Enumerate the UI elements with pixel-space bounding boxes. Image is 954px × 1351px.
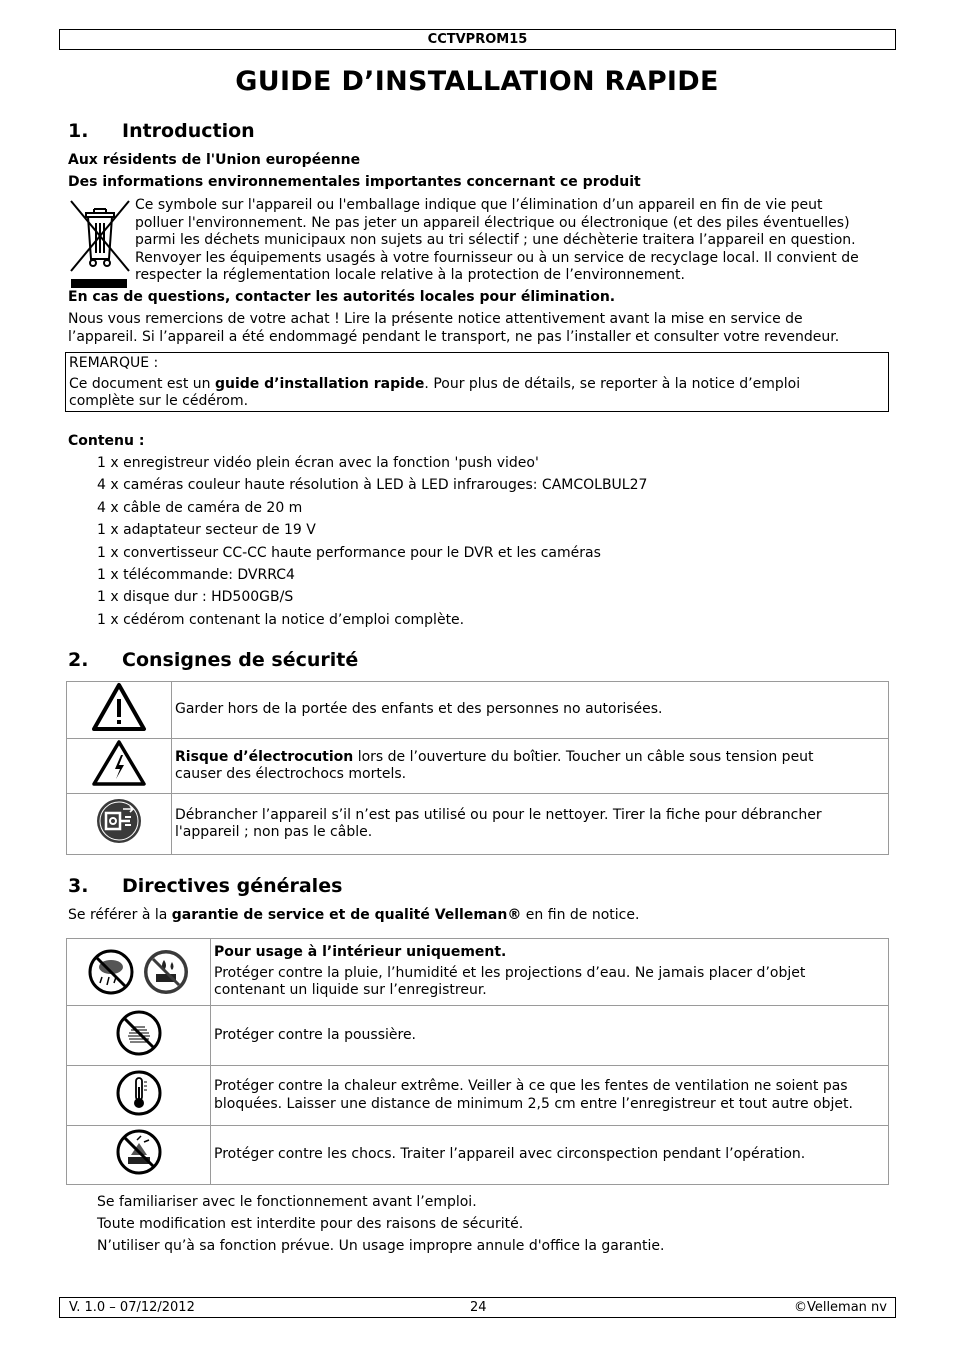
- page-footer: [59, 1297, 896, 1318]
- list-item: 1 x disque dur : HD500GB/S: [97, 589, 294, 605]
- thanks-line: Nous vous remercions de votre achat ! Lire la présente notice attentivement avant la mise en service de: [68, 311, 803, 327]
- safety-text: [172, 739, 889, 794]
- note-pre: Ce document est un: [69, 375, 215, 392]
- weee-text: [135, 197, 859, 285]
- note-box: [65, 352, 889, 412]
- ref-pre: Se référer à la: [68, 907, 172, 923]
- thermometer-icon: [115, 1069, 163, 1117]
- section-title: Introduction: [122, 120, 255, 142]
- general-text: Protéger contre les chocs. Traiter l’appareil avec circonspection pendant l’opération.: [211, 1126, 889, 1185]
- list-item: 1 x convertisseur CC-CC haute performance pour le DVR et les caméras: [97, 545, 601, 561]
- table-row: [67, 939, 889, 1006]
- note-line-2: complète sur le cédérom.: [69, 393, 249, 409]
- table-row: [67, 1066, 889, 1126]
- section-number: 2.: [68, 649, 89, 671]
- warning-triangle-icon: [91, 682, 147, 732]
- section-heading-introduction: [68, 120, 255, 142]
- page-header-model: CCTVPROM15: [59, 29, 896, 50]
- footer-version: V. 1.0 – 07/12/2012: [69, 1300, 195, 1315]
- safety-text: [172, 794, 889, 855]
- icon-cell: [67, 1006, 211, 1066]
- icon-cell: [67, 1066, 211, 1126]
- table-row: [67, 1006, 889, 1066]
- footer-copyright: ©Velleman nv: [793, 1300, 887, 1315]
- general-line-2: bloquées. Laisser une distance de minimum 2,5 cm entre l’enregistreur et tout autre objet.: [214, 1095, 853, 1112]
- note-bold: guide d’installation rapide: [214, 375, 425, 392]
- general-line-1: Protéger contre la pluie, l’humidité et les projections d’eau. Ne jamais placer d’objet: [214, 964, 806, 981]
- weee-line: polluer l'environnement. Ne pas jeter un appareil électrique ou électronique (et des piles éventuelles): [135, 214, 850, 231]
- table-row: [67, 682, 889, 739]
- closing-item: Toute modification est interdite pour des raisons de sécurité.: [97, 1216, 524, 1232]
- weee-line: parmi les déchets municipaux non sujets au tri sélectif ; une déchèterie traitera l’appareil en question.: [135, 232, 856, 248]
- icon-cell: [67, 794, 172, 855]
- section-title: Consignes de sécurité: [122, 649, 359, 671]
- note-post: . Pour plus de détails, se reporter à la notice d’emploi: [424, 375, 801, 392]
- general-line-2: contenant un liquide sur l’enregistreur.: [214, 982, 487, 999]
- safety-line-2: l'appareil ; non pas le câble.: [175, 824, 373, 840]
- thanks-line: l’appareil. Si l’appareil a été endommagé pendant le transport, ne pas l’installer et consulter votre revendeur.: [68, 328, 840, 345]
- section-heading-safety: [68, 649, 358, 671]
- no-shock-icon: [115, 1128, 163, 1176]
- indoor-use-label: Pour usage à l’intérieur uniquement.: [214, 944, 507, 961]
- closing-item: Se familiariser avec le fonctionnement avant l’emploi.: [97, 1194, 477, 1210]
- note-label: REMARQUE :: [69, 355, 159, 371]
- unplug-icon: [95, 797, 143, 845]
- no-water-splash-icon: [142, 948, 190, 996]
- section-heading-general: [68, 875, 342, 897]
- env-info-label: Des informations environnementales importantes concernant ce produit: [68, 174, 641, 190]
- safety-text: Garder hors de la portée des enfants et des personnes no autorisées.: [172, 682, 889, 739]
- weee-line: Ce symbole sur l'appareil ou l'emballage indique que l’élimination d’un appareil en fin de vie peut: [135, 197, 823, 213]
- page-title: GUIDE D’INSTALLATION RAPIDE: [235, 66, 719, 97]
- weee-line: respecter la réglementation locale relative à la protection de l’environnement.: [135, 267, 685, 283]
- general-text: [211, 939, 889, 1006]
- icon-cell: [67, 739, 172, 794]
- list-item: 4 x caméras couleur haute résolution à LED à LED infrarouges: CAMCOLBUL27: [97, 477, 648, 493]
- list-item: 1 x adaptateur secteur de 19 V: [97, 522, 316, 538]
- electric-shock-icon: [91, 739, 147, 787]
- general-text: Protéger contre la poussière.: [211, 1006, 889, 1066]
- section-number: 1.: [68, 120, 89, 142]
- safety-line-1: Débrancher l’appareil s’il n’est pas utilisé ou pour le nettoyer. Tirer la fiche pour débrancher: [175, 806, 822, 823]
- questions-text: En cas de questions, contacter les autorités locales pour élimination.: [68, 289, 616, 305]
- closing-item: N’utiliser qu’à sa fonction prévue. Un usage impropre annule d'office la garantie.: [97, 1238, 665, 1254]
- list-item: 1 x cédérom contenant la notice d’emploi complète.: [97, 612, 465, 628]
- section-number: 3.: [68, 875, 89, 897]
- thanks-text: [68, 311, 839, 346]
- list-item: 1 x télécommande: DVRRC4: [97, 567, 295, 583]
- icon-cell: [67, 682, 172, 739]
- safety-rest: lors de l’ouverture du boîtier. Toucher un câble sous tension peut: [353, 748, 814, 765]
- warranty-reference: [68, 907, 639, 925]
- table-row: [67, 739, 889, 794]
- safety-bold: Risque d’électrocution: [175, 748, 354, 765]
- list-item: 1 x enregistreur vidéo plein écran avec la fonction 'push video': [97, 455, 539, 471]
- icon-cell: [67, 939, 211, 1006]
- table-row: [67, 794, 889, 855]
- weee-bin-icon: [68, 197, 132, 289]
- note-line: [69, 376, 885, 394]
- general-line-1: Protéger contre la chaleur extrême. Veiller à ce que les fentes de ventilation ne soient pas: [214, 1078, 848, 1094]
- eu-residents-label: Aux résidents de l'Union européenne: [68, 152, 361, 168]
- icon-cell: [67, 1126, 211, 1185]
- weee-line: Renvoyer les équipements usagés à votre fournisseur ou à un service de recyclage local. Il convient de: [135, 249, 859, 266]
- section-title: Directives générales: [122, 875, 343, 897]
- general-table: [66, 938, 889, 1185]
- table-row: [67, 1126, 889, 1185]
- footer-page-number: 24: [470, 1300, 487, 1315]
- contents-label: Contenu :: [68, 433, 145, 449]
- list-item: 4 x câble de caméra de 20 m: [97, 500, 303, 516]
- no-rain-icon: [87, 948, 135, 996]
- ref-bold: garantie de service et de qualité Velleman®: [171, 907, 522, 923]
- safety-line-2: causer des électrochocs mortels.: [175, 766, 407, 782]
- ref-post: en fin de notice.: [521, 907, 640, 923]
- safety-table: [66, 681, 889, 855]
- no-dust-icon: [115, 1009, 163, 1057]
- general-text: [211, 1066, 889, 1126]
